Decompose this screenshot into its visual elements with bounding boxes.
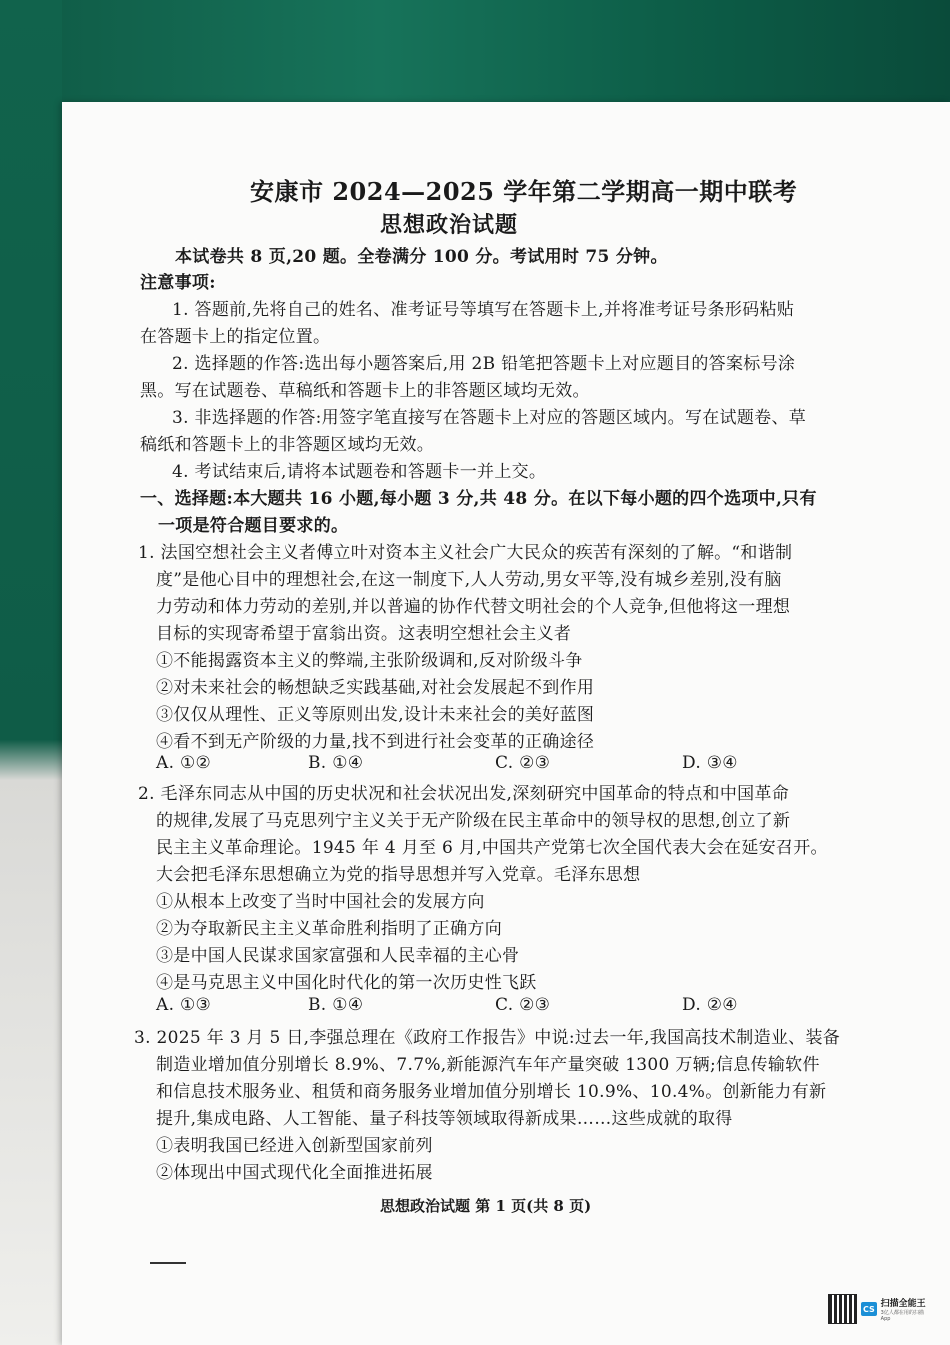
notice-line: 稿纸和答题卡上的非答题区域均无效。 <box>140 435 435 455</box>
notice-line: 4. 考试结束后,请将本试题卷和答题卡一并上交。 <box>172 462 547 482</box>
q1-option-c: C. ②③ <box>495 753 551 773</box>
q2-stem: 大会把毛泽东思想确立为党的指导思想并写入党章。毛泽东思想 <box>156 865 641 885</box>
notice-heading: 注意事项: <box>140 273 216 293</box>
section-heading: 一、选择题:本大题共 16 小题,每小题 3 分,共 48 分。在以下每小题的四个选项中,只有 <box>140 489 817 509</box>
exam-title: 安康市 2024—2025 学年第二学期高一期中联考 <box>250 177 798 206</box>
q2-statement: ②为夺取新民主主义革命胜利指明了正确方向 <box>156 919 502 939</box>
q1-statement: ③仅仅从理性、正义等原则出发,设计未来社会的美好蓝图 <box>156 705 595 725</box>
q1-stem: 度”是他心目中的理想社会,在这一制度下,人人劳动,男女平等,没有城乡差别,没有脑 <box>156 570 782 590</box>
q2-option-a: A. ①③ <box>156 995 212 1015</box>
q2-stem: 的规律,发展了马克思列宁主义关于无产阶级在民主革命中的领导权的思想,创立了新 <box>156 811 791 831</box>
notice-line: 在答题卡上的指定位置。 <box>140 327 331 347</box>
q2-statement: ①从根本上改变了当时中国社会的发展方向 <box>156 892 485 912</box>
exam-summary: 本试卷共 8 页,20 题。全卷满分 100 分。考试用时 75 分钟。 <box>175 247 668 267</box>
q3-statement: ②体现出中国式现代化全面推进拓展 <box>156 1163 433 1183</box>
qr-code-icon <box>828 1294 857 1324</box>
q1-option-d: D. ③④ <box>682 753 738 773</box>
scanner-name: 扫描全能王 <box>880 1299 926 1309</box>
q1-option-b: B. ①④ <box>308 753 364 773</box>
q3-statement: ①表明我国已经进入创新型国家前列 <box>156 1136 433 1156</box>
q1-statement: ①不能揭露资本主义的弊端,主张阶级调和,反对阶级斗争 <box>156 651 583 671</box>
q2-statement: ③是中国人民谋求国家富强和人民幸福的主心骨 <box>156 946 520 966</box>
q2-stem: 2. 毛泽东同志从中国的历史状况和社会状况出发,深刻研究中国革命的特点和中国革命 <box>138 784 790 804</box>
q2-statement: ④是马克思主义中国化时代化的第一次历史性飞跃 <box>156 973 537 993</box>
notice-line: 3. 非选择题的作答:用签字笔直接写在答题卡上对应的答题区域内。写在试题卷、草 <box>172 408 807 428</box>
q3-stem: 提升,集成电路、人工智能、量子科技等领域取得新成果……这些成就的取得 <box>156 1109 733 1129</box>
q1-statement: ②对未来社会的畅想缺乏实践基础,对社会发展起不到作用 <box>156 678 595 698</box>
page-mark <box>150 1262 186 1264</box>
q3-stem: 3. 2025 年 3 月 5 日,李强总理在《政府工作报告》中说:过去一年,我国高技术制造业、装备 <box>134 1028 841 1048</box>
q2-option-b: B. ①④ <box>308 995 364 1015</box>
scanner-watermark <box>828 1292 932 1326</box>
q1-statement: ④看不到无产阶级的力量,找不到进行社会变革的正确途径 <box>156 732 595 752</box>
scanner-tagline: 3亿人都在用的扫描App <box>880 1310 924 1322</box>
background-left <box>0 0 62 1345</box>
q1-stem: 目标的实现寄希望于富翁出资。这表明空想社会主义者 <box>156 624 572 644</box>
q2-option-d: D. ②④ <box>682 995 738 1015</box>
page-footer: 思想政治试题 第 1 页(共 8 页) <box>380 1197 592 1215</box>
notice-line: 黑。写在试题卷、草稿纸和答题卡上的非答题区域均无效。 <box>140 381 590 401</box>
q1-stem: 1. 法国空想社会主义者傅立叶对资本主义社会广大民众的疾苦有深刻的了解。“和谐制 <box>138 543 793 563</box>
q1-stem: 力劳动和体力劳动的差别,并以普遍的协作代替文明社会的个人竞争,但他将这一理想 <box>156 597 791 617</box>
q3-stem: 和信息技术服务业、租赁和商务服务业增加值分别增长 10.9%、10.4%。创新能力有新 <box>156 1082 827 1102</box>
camscanner-logo: CS <box>861 1302 877 1316</box>
q3-stem: 制造业增加值分别增长 8.9%、7.7%,新能源汽车年产量突破 1300 万辆;信息传输软件 <box>156 1055 820 1075</box>
exam-subtitle: 思想政治试题 <box>380 212 519 238</box>
q2-option-c: C. ②③ <box>495 995 551 1015</box>
section-heading-cont: 一项是符合题目要求的。 <box>158 516 349 536</box>
q2-stem: 民主主义革命理论。1945 年 4 月至 6 月,中国共产党第七次全国代表大会在延安召开。 <box>156 838 828 858</box>
notice-line: 2. 选择题的作答:选出每小题答案后,用 2B 铅笔把答题卡上对应题目的答案标号涂 <box>172 354 796 374</box>
notice-line: 1. 答题前,先将自己的姓名、准考证号等填写在答题卡上,并将准考证号条形码粘贴 <box>172 300 795 320</box>
q1-option-a: A. ①② <box>156 753 212 773</box>
